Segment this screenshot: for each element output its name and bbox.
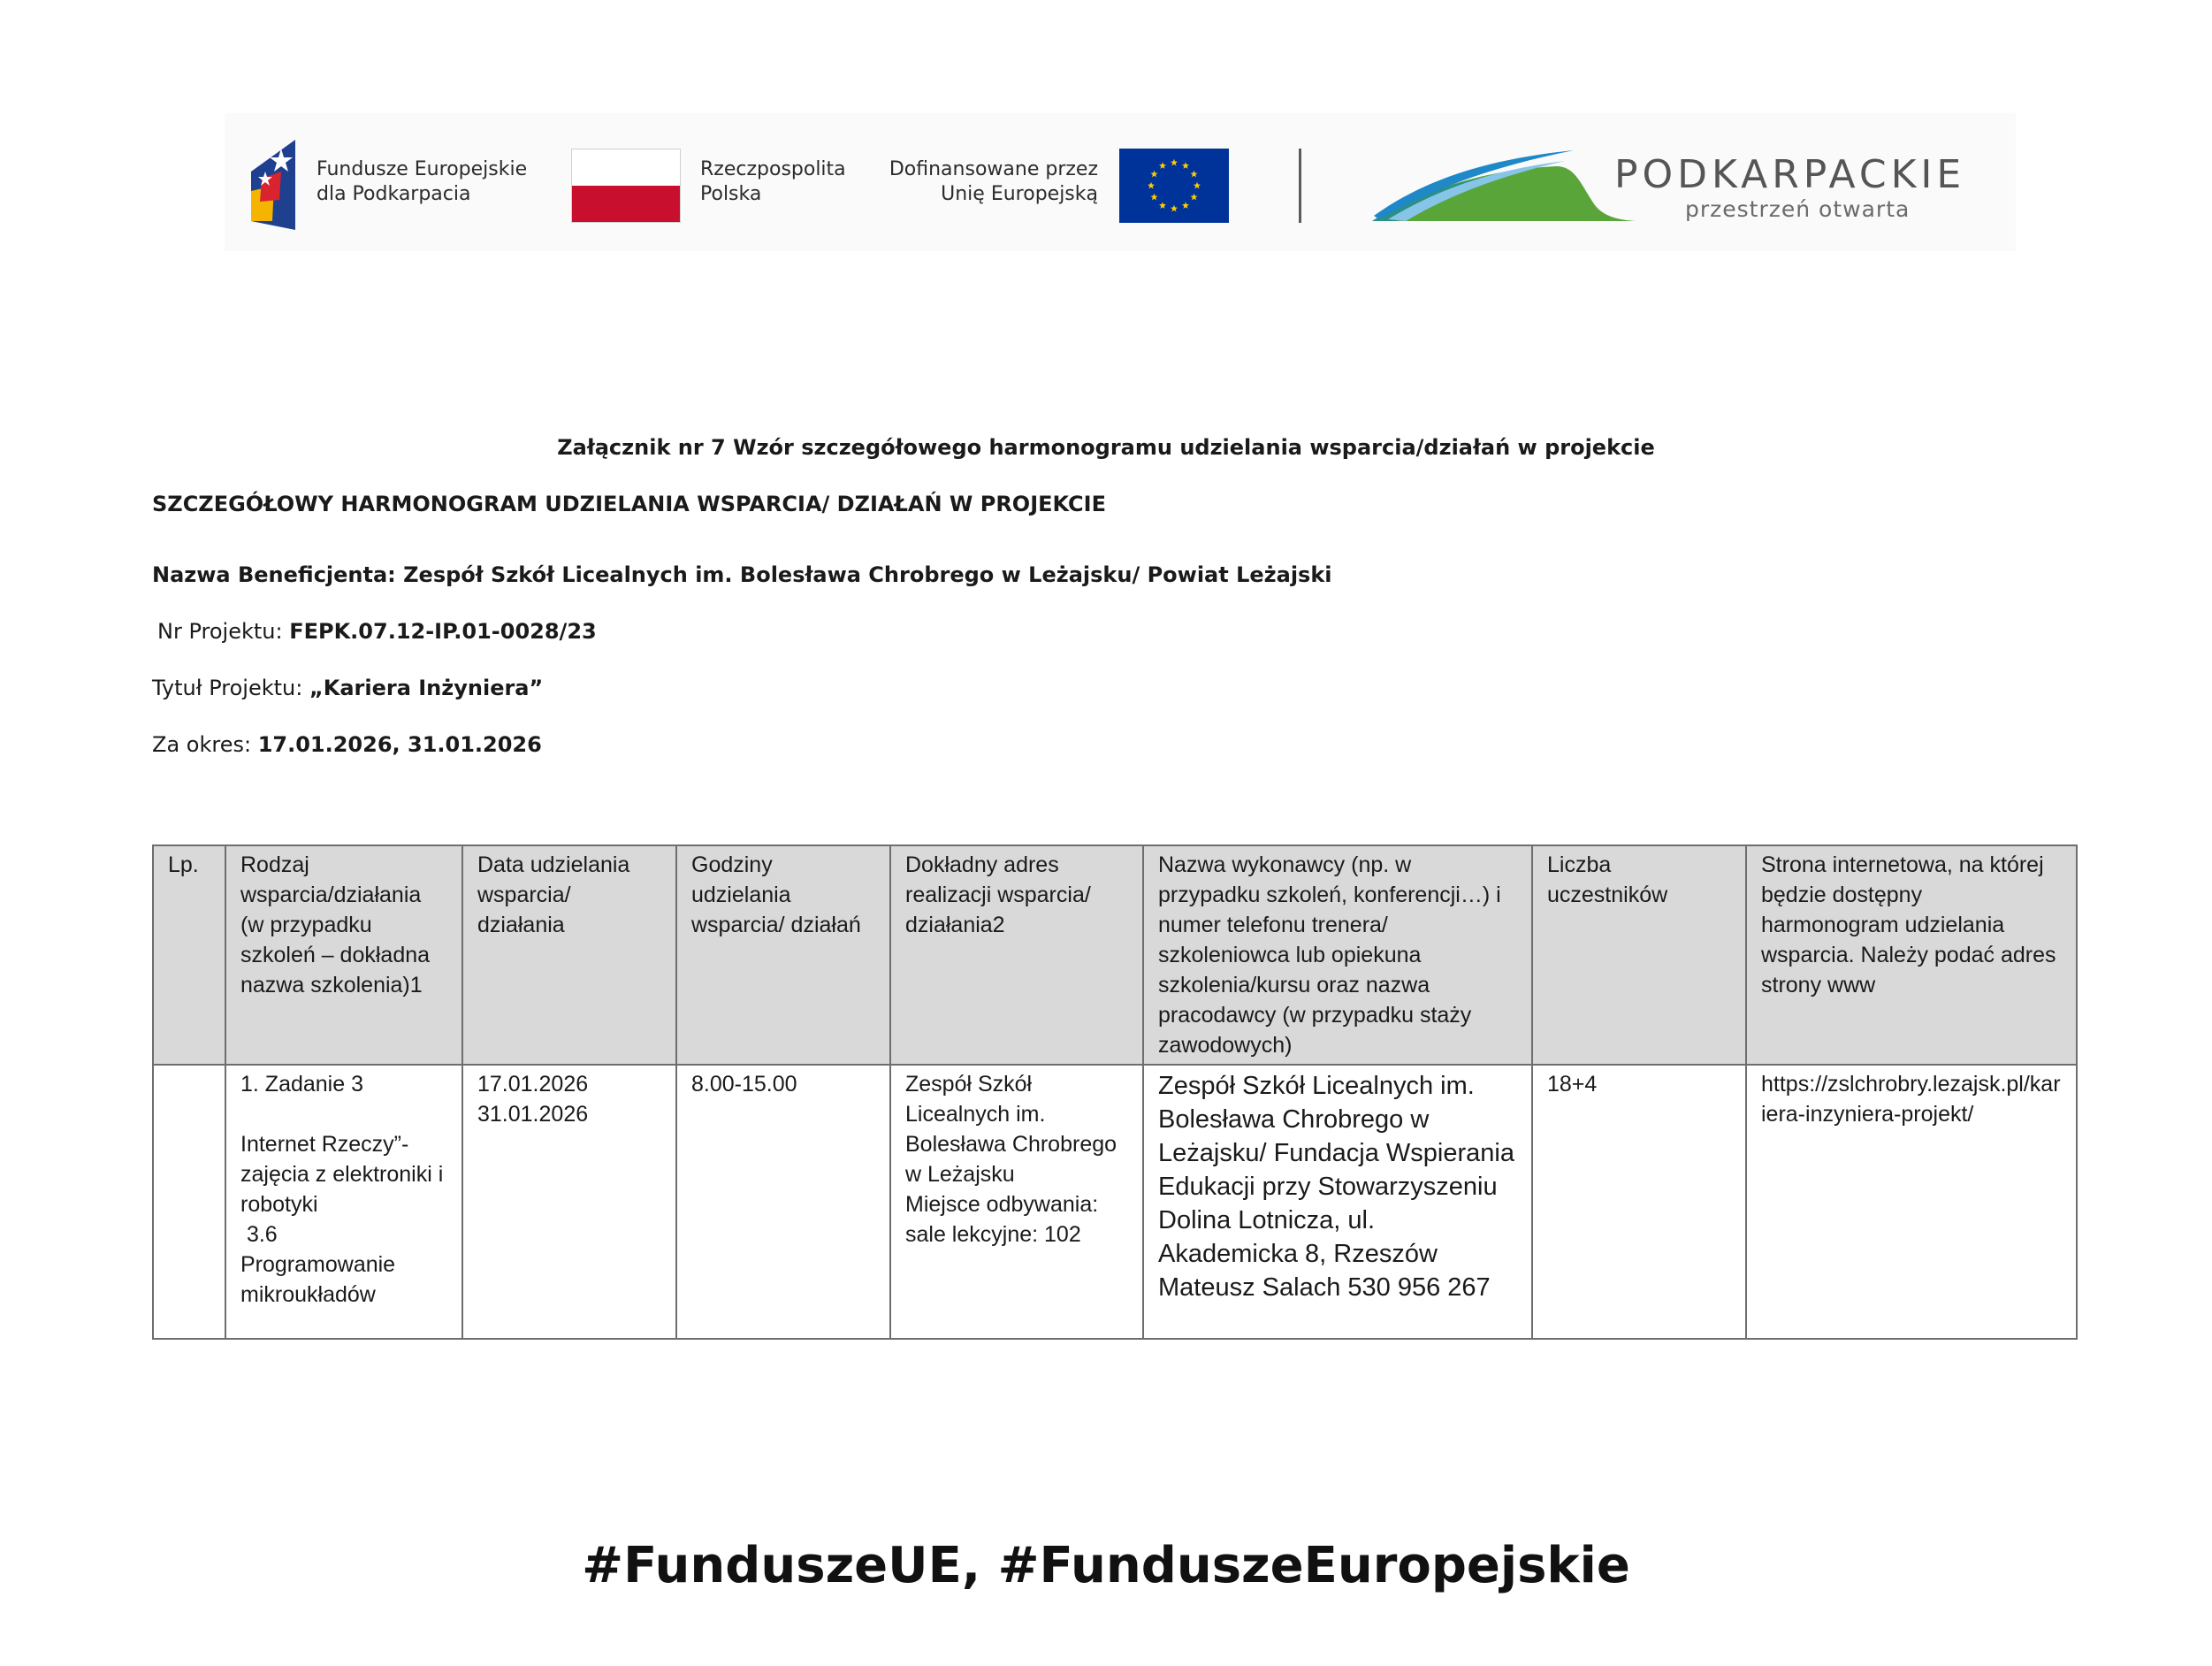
address-line: Miejsce odbywania: sale lekcyjne: 102 — [905, 1192, 1099, 1247]
eu-star-icon — [1150, 171, 1157, 178]
rp-logo-text: Rzeczpospolita Polska — [700, 158, 846, 205]
fundusze-europejskie-logo-icon — [246, 136, 301, 233]
project-number-label: Nr Projektu: — [157, 619, 283, 644]
rodzaj-line: Programowanie mikroukładów — [240, 1252, 396, 1307]
eu-star-icon — [1159, 162, 1166, 169]
eu-star-icon — [1171, 205, 1178, 212]
eu-star-icon — [1182, 162, 1189, 169]
eu-funding-text: Dofinansowane przez Unię Europejską — [889, 158, 1098, 205]
column-header-strona: Strona internetowa, na której będzie dostępny harmonogram udzielania wsparcia. Należy podać adres strony www — [1746, 845, 2077, 1065]
column-header-uczestnicy: Liczba uczestników — [1532, 845, 1746, 1065]
table-row — [153, 1065, 2077, 1339]
rodzaj-line: Internet Rzeczy”- zajęcia z elektroniki i robotyki — [240, 1132, 444, 1217]
table-header-row — [153, 845, 2077, 1065]
column-header-adres: Dokładny adres realizacji wsparcia/ działania2 — [890, 845, 1143, 1065]
column-header-lp: Lp. — [153, 845, 225, 1065]
podkarpackie-tagline: przestrzeń otwarta — [1685, 196, 1911, 222]
logo-divider — [1299, 149, 1301, 223]
date-line: 31.01.2026 — [477, 1102, 589, 1127]
eu-star-icon — [1171, 159, 1178, 166]
project-number-value: FEPK.07.12-IP.01-0028/23 — [289, 619, 597, 644]
beneficiary-label: Nazwa Beneficjenta: — [152, 562, 396, 587]
logo-bar — [225, 113, 2016, 251]
eu-star-icon — [1182, 202, 1189, 209]
cell-rodzaj — [225, 1065, 462, 1339]
period-line — [152, 732, 542, 757]
project-title-line — [152, 676, 543, 700]
address-line: Zespół Szkół Licealnych im. Bolesława Chrobrego w Leżajsku — [905, 1072, 1117, 1187]
rodzaj-line — [240, 1099, 447, 1129]
beneficiary-line — [152, 562, 1332, 587]
attachment-title: Załącznik nr 7 Wzór szczegółowego harmonogramu udzielania wsparcia/działań w projekcie — [557, 435, 1655, 460]
beneficiary-value: Zespół Szkół Licealnych im. Bolesława Chrobrego w Leżajsku/ Powiat Leżajski — [403, 562, 1332, 587]
polish-flag-icon — [571, 149, 681, 223]
cell-godziny: 8.00-15.00 — [676, 1065, 890, 1339]
cell-lp — [153, 1065, 225, 1339]
project-title-label: Tytuł Projektu: — [152, 676, 303, 700]
eu-star-icon — [1191, 171, 1198, 178]
podkarpackie-swoosh-icon — [1370, 145, 1636, 225]
cell-data — [462, 1065, 676, 1339]
period-label: Za okres: — [152, 732, 252, 757]
column-header-data: Data udzielania wsparcia/ działania — [462, 845, 676, 1065]
project-number-line — [157, 619, 597, 644]
eu-star-icon — [1194, 182, 1201, 189]
eu-star-icon — [1191, 194, 1198, 201]
eu-star-icon — [1148, 182, 1155, 189]
date-line: 17.01.2026 — [477, 1072, 589, 1097]
cell-strona-link[interactable]: https://zslchrobry.lezajsk.pl/kariera-inzyniera-projekt/ — [1746, 1065, 2077, 1339]
column-header-godziny: Godziny udzielania wsparcia/ działań — [676, 845, 890, 1065]
rodzaj-line: 1. Zadanie 3 — [240, 1072, 363, 1097]
eu-star-icon — [1159, 202, 1166, 209]
cell-wykonawca — [1143, 1065, 1532, 1339]
eu-star-icon — [1150, 194, 1157, 201]
cell-adres — [890, 1065, 1143, 1339]
project-title-value: „Kariera Inżyniera” — [309, 676, 544, 700]
fe-logo-text: Fundusze Europejskie dla Podkarpacia — [317, 158, 528, 205]
cell-uczestnicy: 18+4 — [1532, 1065, 1746, 1339]
schedule-table — [152, 844, 2078, 1340]
page-title: SZCZEGÓŁOWY HARMONOGRAM UDZIELANIA WSPARCIA/ DZIAŁAŃ W PROJEKCIE — [152, 492, 1106, 516]
podkarpackie-name: PODKARPACKIE — [1614, 152, 1966, 197]
rodzaj-line: 3.6 — [240, 1222, 278, 1247]
eu-flag-icon — [1119, 149, 1229, 223]
column-header-wykonawca: Nazwa wykonawcy (np. w przypadku szkoleń, konferencji…) i numer telefonu trenera/ szkoleniowca lub opiekuna szkolenia/kursu oraz nazwa pracodawcy (w przypadku staży zawodowych) — [1143, 845, 1532, 1065]
period-value: 17.01.2026, 31.01.2026 — [257, 732, 542, 757]
contractor-line: Zespół Szkół Licealnych im. Bolesława Chrobrego w Leżajsku/ Fundacja Wspierania Edukacji przy Stowarzyszeniu Dolina Lotnicza, ul. Akademicka 8, Rzeszów — [1158, 1072, 1514, 1268]
contractor-line: Mateusz Salach 530 956 267 — [1158, 1273, 1491, 1302]
hashtags: #FunduszeUE, #FunduszeEuropejskie — [582, 1537, 1630, 1594]
column-header-rodzaj: Rodzaj wsparcia/działania (w przypadku szkoleń – dokładna nazwa szkolenia)1 — [225, 845, 462, 1065]
